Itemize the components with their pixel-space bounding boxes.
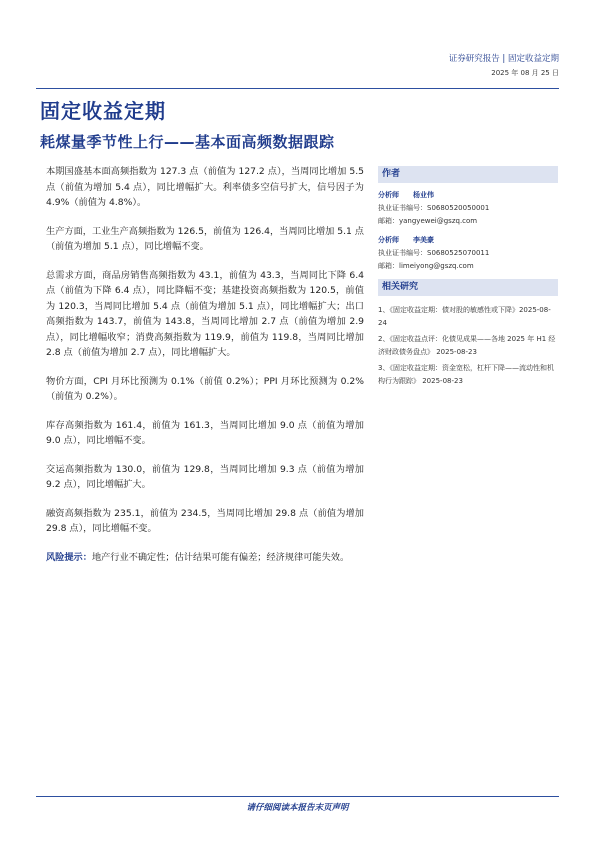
section-title: 固定收益定期 — [40, 99, 166, 123]
footer-disclaimer: 请仔细阅读本报告末页声明 — [246, 803, 349, 813]
paragraph-inventory: 库存高频指数为 161.4，前值为 161.3，当周同比增加 9.0 点（前值为增加 9.0 点），同比增幅不变。 — [46, 419, 364, 446]
analyst-name: 李美豪 — [413, 236, 434, 244]
authors-heading: 作者 — [378, 166, 558, 183]
analyst-card — [378, 234, 558, 273]
header-divider — [36, 88, 559, 89]
sidebar — [378, 166, 558, 391]
analyst-role: 分析师 — [378, 236, 399, 244]
report-subtitle: 耗煤量季节性上行——基本面高频数据跟踪 — [40, 133, 335, 151]
paragraph-financing: 融资高频指数为 235.1，前值为 234.5，当周同比增加 29.8 点（前值为增加 29.8 点），同比增幅不变。 — [46, 507, 364, 534]
analyst-email: 邮箱：yangyewei@gszq.com — [378, 217, 478, 225]
related-research-item[interactable]: 1、《固定收益定期：债对股的敏感性或下降》2025-08-24 — [378, 306, 551, 327]
paragraph-prices: 物价方面，CPI 月环比预测为 0.1%（前值 0.2%）；PPI 月环比预测为 0.2%（前值为 0.2%）。 — [46, 375, 364, 402]
paragraph-summary: 本期国盛基本面高频指数为 127.3 点（前值为 127.2 点），当周同比增加 5.5 点（前值为增加 5.4 点），同比增幅扩大。利率债多空信号扩大，信号因子为 4.9%（前值为 4.8%）。 — [46, 166, 364, 208]
risk-label: 风险提示： — [46, 551, 92, 563]
report-header — [449, 52, 559, 80]
analyst-cert: 执业证书编号：S0680520050001 — [378, 204, 490, 212]
related-research-list — [378, 304, 558, 387]
related-research-item[interactable]: 3、《固定收益定期：资金宽松，杠杆下降——流动性和机构行为跟踪》 2025-08-23 — [378, 364, 554, 385]
analyst-cert: 执业证书编号：S0680525070011 — [378, 249, 490, 257]
risk-text: 地产行业不确定性；估计结果可能有偏差；经济规律可能失效。 — [91, 551, 350, 563]
related-research-item[interactable]: 2、《固定收益点评：化债见成果——各地 2025 年 H1 经济财政债务盘点》 2025-08-23 — [378, 335, 556, 356]
analyst-role: 分析师 — [378, 191, 399, 199]
paragraph-transport: 交运高频指数为 130.0，前值为 129.8，当周同比增加 9.3 点（前值为增加 9.2 点），同比增幅扩大。 — [46, 463, 364, 490]
paragraph-demand: 总需求方面，商品房销售高频指数为 43.1，前值为 43.3，当周同比下降 6.4 点（前值为下降 6.4 点），同比降幅不变；基建投资高频指数为 120.5，前值为 120.3，当周同比增加 5.4 点（前值为增加 5.1 点），同比增幅扩大；出口高频指数为 143.7，前值为 143.8，当周同比增加 2.7 点（前值为增加 2.9 点），同比增幅收窄；消费高频指数为 119.9，前值为 119.8，当周同比增加 2.8 点（前值为增加 2.7 点），同比增幅扩大。 — [46, 269, 364, 358]
footer-divider — [36, 796, 559, 797]
report-date: 2025 年 08 月 25 日 — [491, 69, 559, 77]
analyst-card — [378, 189, 558, 228]
analyst-name: 杨业伟 — [413, 191, 434, 199]
report-category: 证券研究报告 | 固定收益定期 — [448, 54, 559, 64]
risk-warning — [46, 550, 364, 566]
related-heading: 相关研究 — [378, 279, 558, 296]
main-body — [46, 164, 364, 578]
analyst-email: 邮箱：limeiyong@gszq.com — [378, 262, 474, 270]
paragraph-production: 生产方面，工业生产高频指数为 126.5，前值为 126.4，当周同比增加 5.1 点（前值为增加 5.1 点），同比增幅不变。 — [46, 225, 364, 252]
